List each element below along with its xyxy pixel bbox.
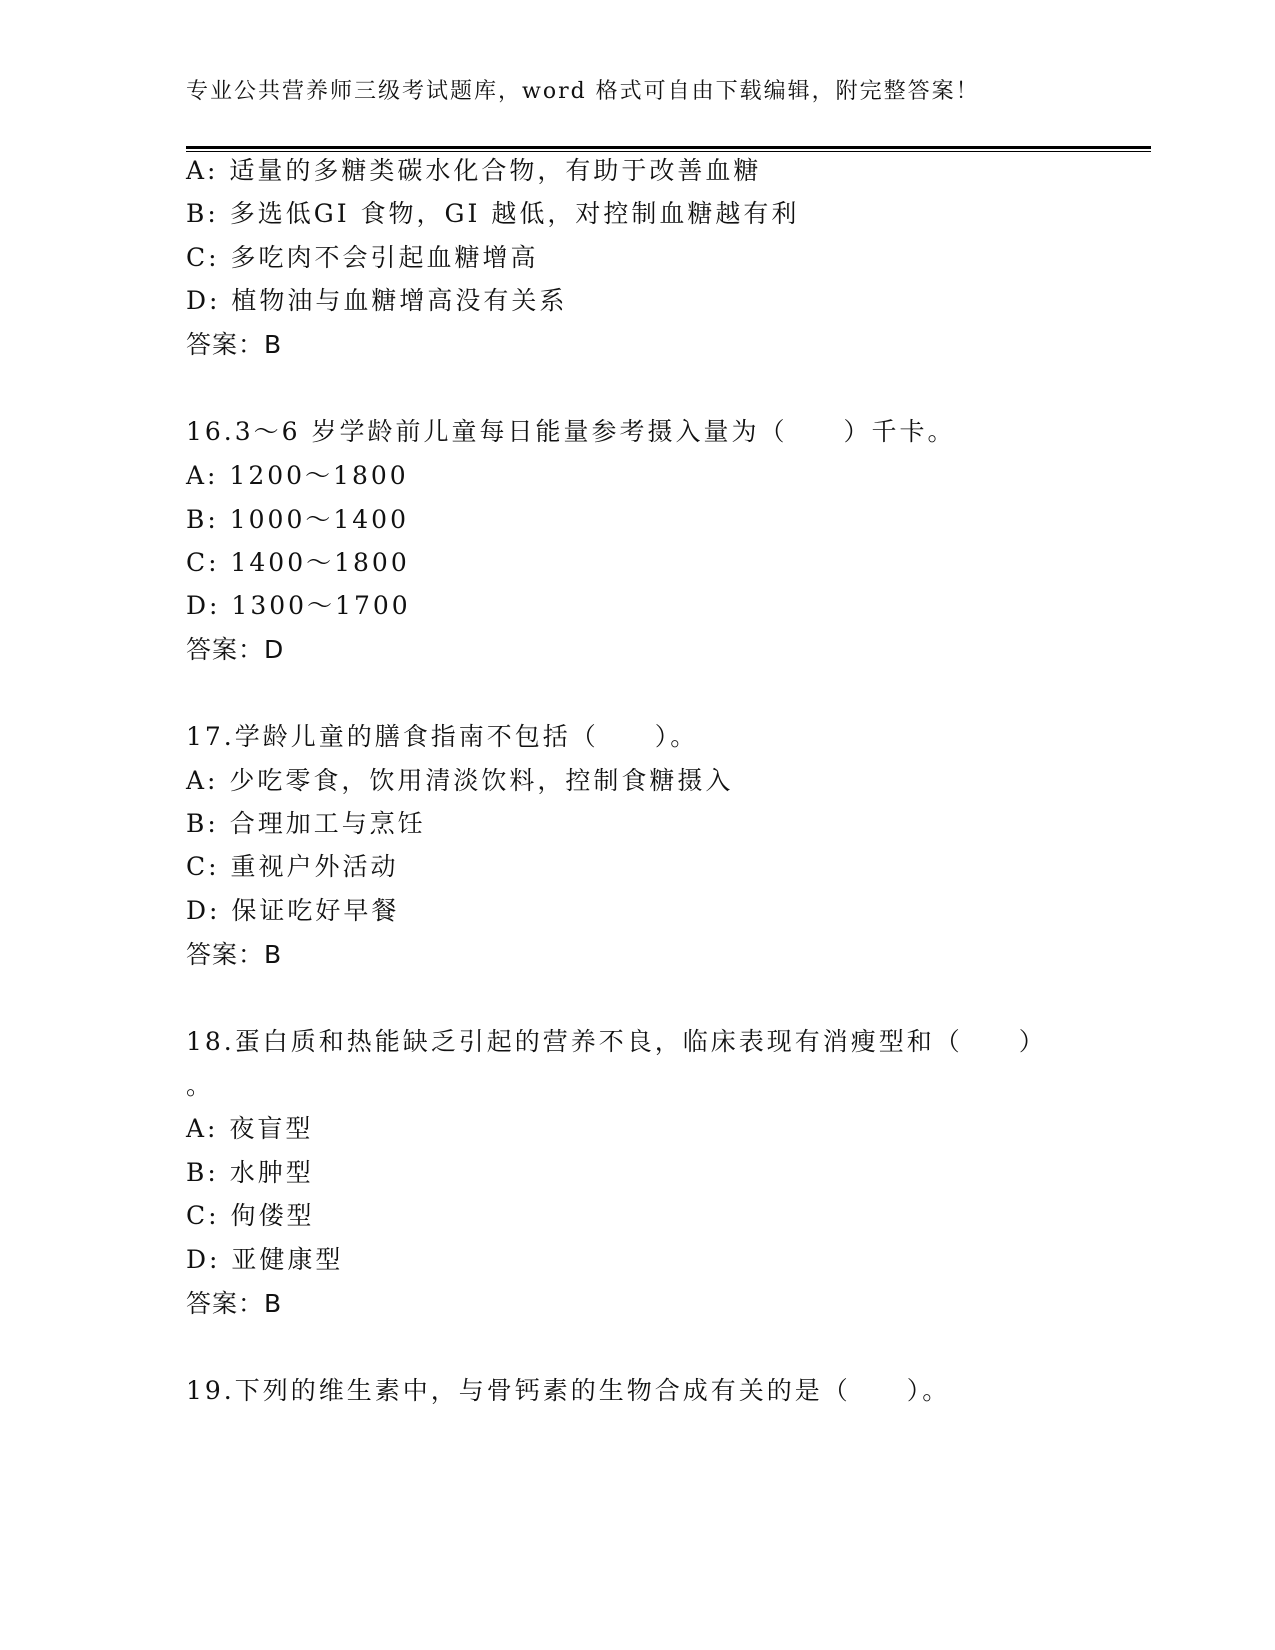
q18-option-c: C: 佝偻型: [186, 1201, 315, 1230]
q18-question-continuation: 。: [186, 1071, 215, 1100]
q17-option-a: A: 少吃零食，饮用清淡饮料，控制食糖摄入: [186, 766, 734, 795]
q17-question: 17.学龄儿童的膳食指南不包括（ ）。: [186, 722, 699, 751]
q15-option-a: A: 适量的多糖类碳水化合物，有助于改善血糖: [186, 156, 762, 185]
q18-question: 18.蛋白质和热能缺乏引起的营养不良，临床表现有消瘦型和（ ）: [186, 1027, 1047, 1056]
q15-answer: 答案：B: [186, 330, 283, 359]
q16-option-a: A: 1200～1800: [186, 461, 409, 490]
q18-option-a: A: 夜盲型: [186, 1114, 314, 1143]
q18-option-b: B: 水肿型: [186, 1158, 314, 1187]
q17-option-c: C: 重视户外活动: [186, 852, 399, 881]
q16-answer: 答案：D: [186, 635, 285, 664]
q16-option-b: B: 1000～1400: [186, 505, 409, 534]
q16-option-c: C: 1400～1800: [186, 548, 410, 577]
q19-question: 19.下列的维生素中，与骨钙素的生物合成有关的是（ ）。: [186, 1376, 951, 1405]
q17-option-b: B: 合理加工与烹饪: [186, 809, 426, 838]
q15-option-d: D: 植物油与血糖增高没有关系: [186, 286, 568, 315]
q17-answer: 答案：B: [186, 940, 283, 969]
q16-question: 16.3～6 岁学龄前儿童每日能量参考摄入量为（ ）千卡。: [186, 417, 956, 446]
header-rule-thin: [186, 151, 1151, 152]
q18-option-d: D: 亚健康型: [186, 1245, 344, 1274]
q16-option-d: D: 1300～1700: [186, 591, 411, 620]
q15-option-b: B: 多选低GI 食物，GI 越低，对控制血糖越有利: [186, 199, 800, 228]
q18-answer: 答案：B: [186, 1289, 283, 1318]
q15-option-c: C: 多吃肉不会引起血糖增高: [186, 243, 539, 272]
header-rule-thick: [186, 146, 1151, 149]
q17-option-d: D: 保证吃好早餐: [186, 896, 400, 925]
page-header: 专业公共营养师三级考试题库，word 格式可自由下载编辑，附完整答案！: [186, 79, 980, 104]
